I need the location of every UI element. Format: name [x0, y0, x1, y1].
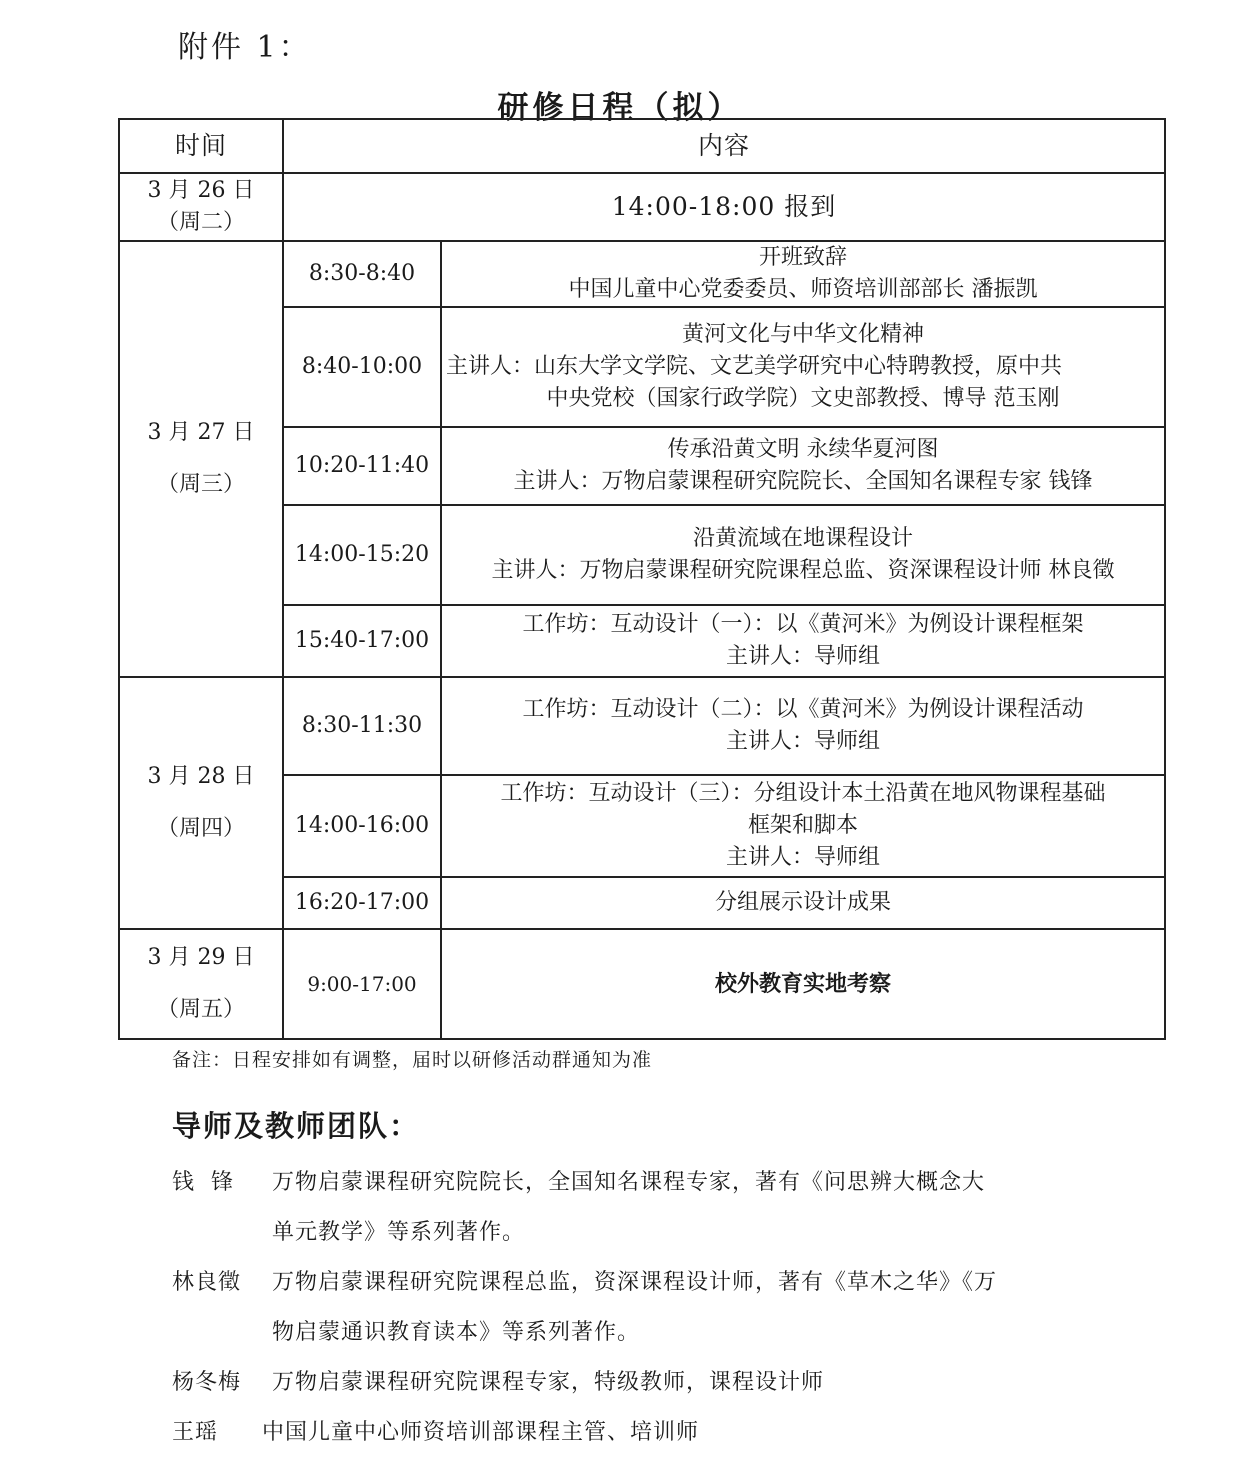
content-cell: 黄河文化与中华文化精神 主讲人：山东大学文学院、文艺美学研究中心特聘教授，原中共 中央党校（国家行政学院）文史部教授、博导 范玉刚 [441, 307, 1165, 427]
date-cell: 3 月 29 日 （周五） [119, 929, 283, 1039]
member-desc: 万物启蒙课程研究院课程专家，特级教师，课程设计师 [272, 1370, 825, 1395]
table-header-row [119, 119, 1165, 173]
header-time: 时间 [119, 119, 283, 173]
content-cell: 工作坊：互动设计（三）：分组设计本土沿黄在地风物课程基础 框架和脚本 主讲人：导师组 [441, 775, 1165, 877]
team-member [172, 1158, 1072, 1258]
header-content: 内容 [283, 119, 1165, 173]
date-cell: 3 月 26 日 （周二） [119, 173, 283, 241]
member-name: 钱 锋 [172, 1170, 234, 1195]
schedule-table [118, 118, 1166, 1040]
page-title: 研修日程（拟） [497, 90, 743, 126]
content-cell: 校外教育实地考察 [441, 929, 1165, 1039]
team-member [172, 1358, 1072, 1408]
member-desc: 中国儿童中心师资培训部课程主管、培训师 [262, 1420, 700, 1445]
content-cell: 开班致辞 中国儿童中心党委委员、师资培训部部长 潘振凯 [441, 241, 1165, 307]
time-cell: 14:00-15:20 [283, 505, 441, 605]
content-cell: 沿黄流域在地课程设计 主讲人：万物启蒙课程研究院课程总监、资深课程设计师 林良徵 [441, 505, 1165, 605]
content-cell: 工作坊：互动设计（二）：以《黄河米》为例设计课程活动 主讲人：导师组 [441, 677, 1165, 775]
content-cell: 工作坊：互动设计（一）：以《黄河米》为例设计课程框架 主讲人：导师组 [441, 605, 1165, 677]
content-cell: 传承沿黄文明 永续华夏河图 主讲人：万物启蒙课程研究院院长、全国知名课程专家 钱锋 [441, 427, 1165, 505]
time-cell: 15:40-17:00 [283, 605, 441, 677]
member-desc: 万物启蒙课程研究院院长，全国知名课程专家，著有《问思辨大概念大 单元教学》等系列著作。 [272, 1170, 986, 1245]
team-member [172, 1408, 1072, 1458]
time-cell: 8:30-11:30 [283, 677, 441, 775]
time-cell: 10:20-11:40 [283, 427, 441, 505]
content-cell: 分组展示设计成果 [441, 877, 1165, 929]
time-cell: 14:00-16:00 [283, 775, 441, 877]
member-name: 林良徵 [172, 1270, 242, 1295]
time-cell: 8:30-8:40 [283, 241, 441, 307]
date-cell: 3 月 27 日 （周三） [119, 241, 283, 677]
member-name: 杨冬梅 [172, 1370, 242, 1395]
time-cell: 9:00-17:00 [283, 929, 441, 1039]
member-name: 王瑶 [172, 1420, 219, 1445]
table-row [119, 677, 1165, 775]
team-member [172, 1258, 1072, 1358]
attachment-label: 附件 1： [178, 30, 312, 65]
content-cell: 14:00-18:00 报到 [283, 173, 1165, 241]
table-row [119, 929, 1165, 1039]
table-row [119, 173, 1165, 241]
team-list [172, 1158, 1072, 1458]
date-cell: 3 月 28 日 （周四） [119, 677, 283, 929]
schedule-note: 备注：日程安排如有调整，届时以研修活动群通知为准 [172, 1049, 653, 1071]
team-heading: 导师及教师团队： [172, 1109, 421, 1143]
table-row [119, 241, 1165, 307]
time-cell: 8:40-10:00 [283, 307, 441, 427]
member-desc: 万物启蒙课程研究院课程总监，资深课程设计师，著有《草木之华》《万 物启蒙通识教育读本》等系列著作。 [272, 1270, 998, 1345]
time-cell: 16:20-17:00 [283, 877, 441, 929]
